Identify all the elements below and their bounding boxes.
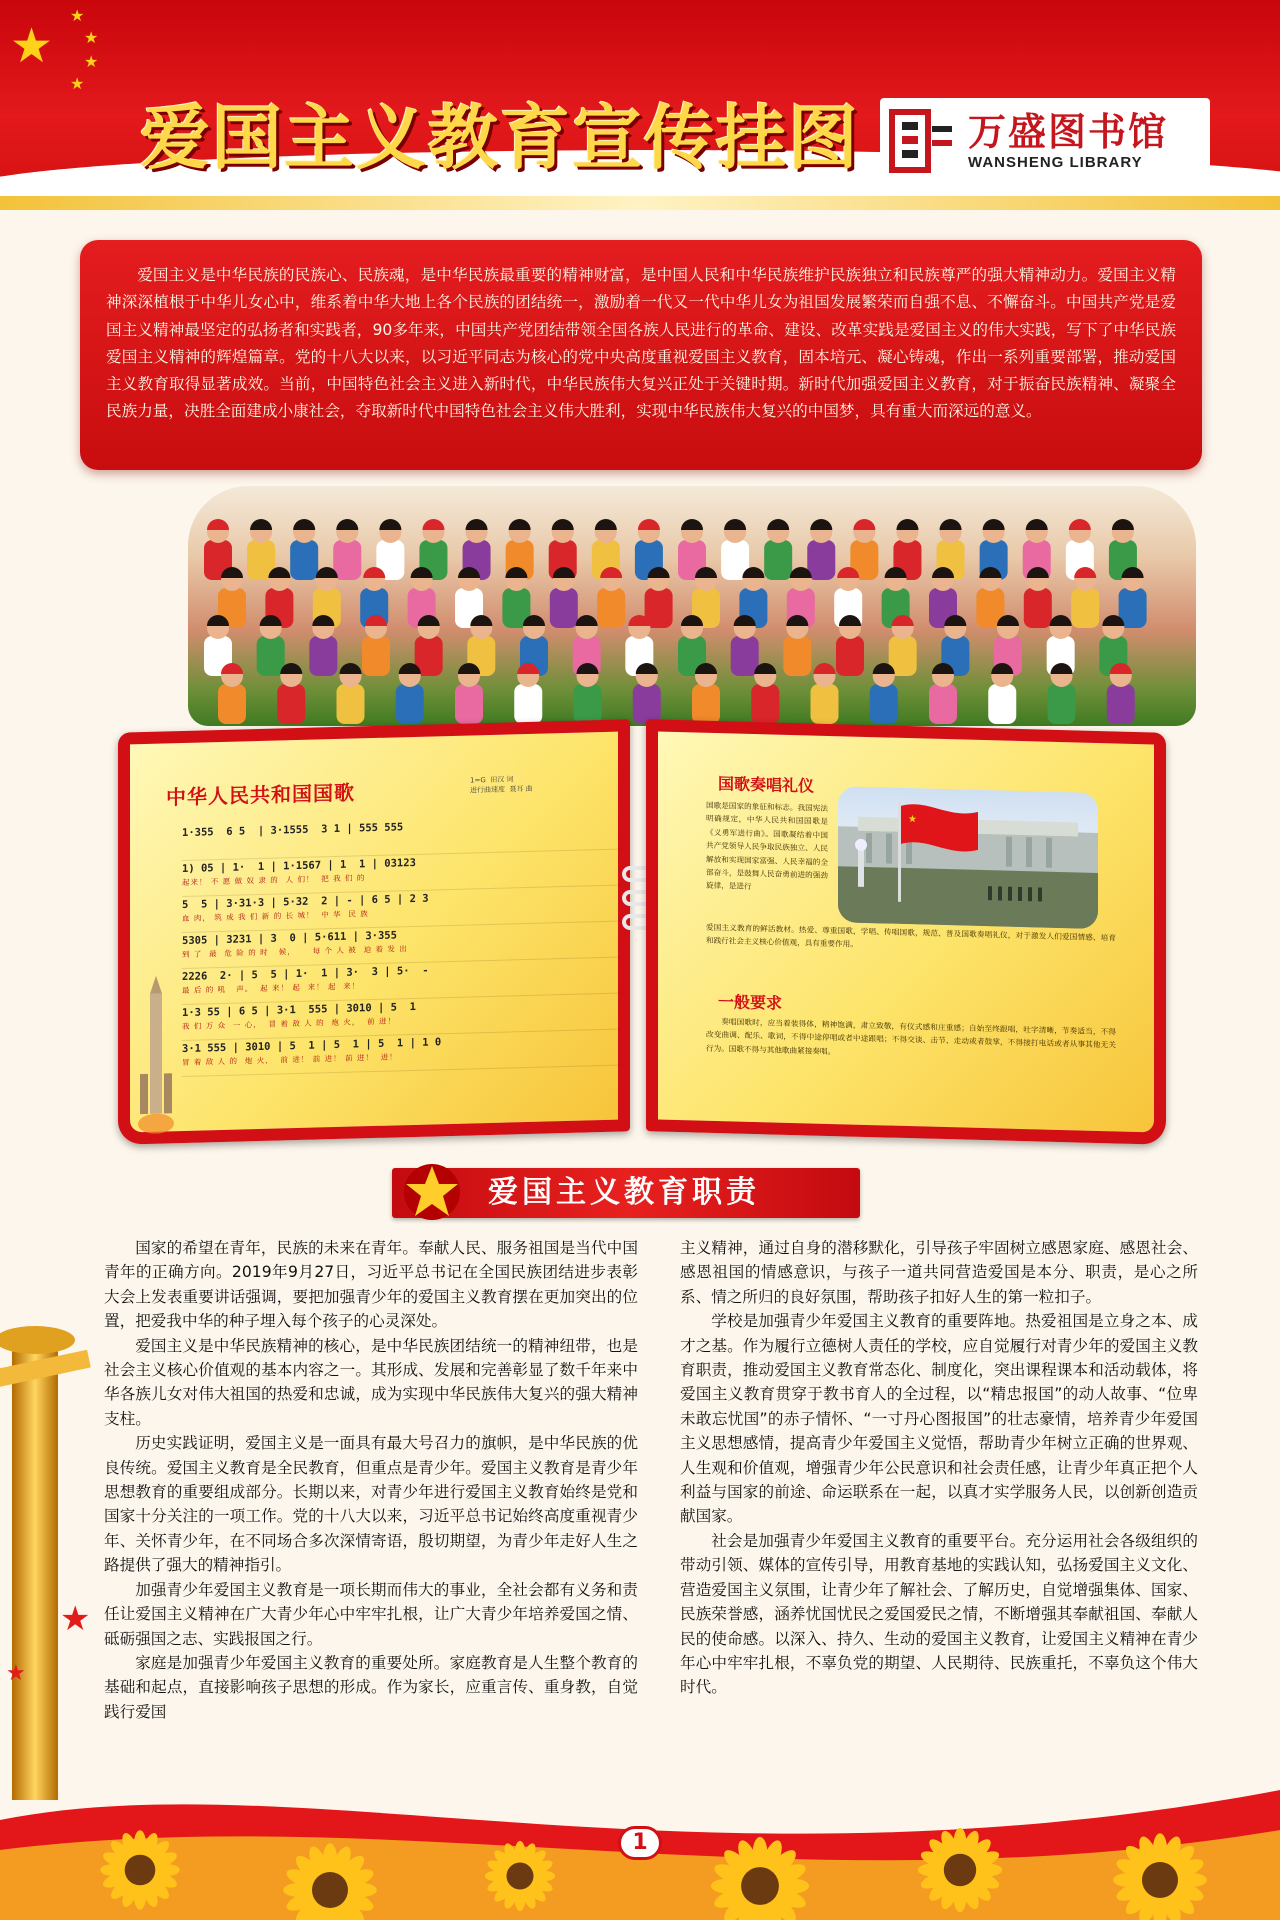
score-notes: 2226 2· | 5 5 | 1· 1 | 3· 3 | 5· -: [182, 964, 429, 984]
person-figure: [783, 636, 811, 676]
person-figure: [988, 684, 1016, 724]
person-hair: [638, 519, 660, 530]
person-figure: [633, 684, 661, 724]
person-figure: [396, 684, 424, 724]
score-notes: 5 5 | 3·31·3 | 5·32 2 | - | 6 5 | 2 3: [182, 892, 429, 912]
library-name-cn: 万盛图书馆: [968, 109, 1169, 154]
person-figure: [337, 684, 365, 724]
person-figure: [1071, 588, 1099, 628]
person-figure: [257, 636, 285, 676]
body-paragraph: 历史实践证明，爱国主义是一面具有最大号召力的旗帜，是中华民族的优良传统。爱国主义教育是全民教育，但重点是青少年。爱国主义教育是青少年思想教育的重要组成部分。长期以来，对青少年进行爱国主义教育始终是党和国家十分关注的一项工作。党的十八大以来，习近平总书记始终高度重视青少年、关怀青少年，在不同场合多次深情寄语，殷切期望，为青少年走好人生之路提供了强大的精神指引。: [104, 1434, 638, 1575]
section-title: 爱国主义教育职责: [488, 1175, 760, 1210]
person-figure: [362, 636, 390, 676]
score-notes: 5305 | 3231 | 3 0 | 5·611 | 3·355: [182, 929, 397, 948]
person-hair: [250, 519, 272, 530]
anthem-page: [118, 719, 630, 1144]
person-figure: [550, 588, 578, 628]
footer-sunflower-decoration: [0, 1700, 1280, 1920]
person-hair: [896, 519, 918, 530]
score-lyrics: 血 肉， 筑 成 我 们 新 的 长 城！ 中 华 民 族: [182, 909, 369, 924]
person-figure: [731, 636, 759, 676]
score-notes: 1) 05 | 1· 1 | 1·1567 | 1 1 | 03123: [182, 856, 416, 876]
intro-text: 爱国主义是中华民族的民族心、民族魂，是中华民族最重要的精神财富，是中国人民和中华民族维护民族独立和民族尊严的强大精神动力。爱国主义精神深深植根于中华儿女心中，维系着中华大地上各个民族的团结统一，激励着一代又一代中华儿女为祖国发展繁荣而自强不息、不懈奋斗。中国共产党是爱国主义精神最坚定的弘扬者和实践者，90多年来，中国共产党团结带领全国各族人民进行的革命、建设、改革实践是爱国主义的伟大实践，写下了中华民族爱国主义精神的辉煌篇章。党的十八大以来，以习近平同志为核心的党中央高度重视爱国主义教育，固本培元、凝心铸魂，作出一系列重要部署，推动爱国主义教育取得显著成效。当前，中国特色社会主义进入新时代，中华民族伟大复兴正处于关键时期。新时代加强爱国主义教育，对于振奋民族精神、凝聚全民族力量，决胜全面建成小康社会，夺取新时代中国特色社会主义伟大胜利，实现中华民族伟大复兴的中国梦，具有重大而深远的意义。: [106, 266, 1176, 421]
etiquette-title: 国歌奏唱礼仪: [718, 774, 815, 796]
flag-stars: [0, 0, 120, 110]
small-star-icon: ★: [70, 6, 85, 25]
person-hair: [379, 519, 401, 530]
large-star-icon: ★: [10, 18, 54, 74]
person-hair: [853, 519, 875, 530]
library-name-en: WANSHENG LIBRARY: [968, 154, 1143, 171]
body-paragraph: 爱国主义是中华民族精神的核心，是中华民族团结统一的精神纽带，也是社会主义核心价值观的基本内容之一。其形成、发展和完善彰显了数千年来中华各族儿女对伟大祖国的热爱和忠诚，成为实现中华民族伟大复兴的强大精神支柱。: [104, 1336, 638, 1428]
body-paragraph: 家庭是加强青少年爱国主义教育的重要处所。家庭教育是人生整个教育的基础和起点，直接影响孩子思想的形成。作为家长，应重言传、重身教，自觉践行爱国: [104, 1653, 638, 1721]
svg-text:★: ★: [6, 1661, 26, 1686]
etiquette-page: [646, 719, 1166, 1145]
anthem-title: 中华人民共和国国歌: [166, 780, 355, 810]
person-figure: [309, 636, 337, 676]
person-hair: [509, 519, 531, 530]
person-figure: [764, 540, 792, 580]
person-hair: [681, 519, 703, 530]
person-hair: [466, 519, 488, 530]
person-figure: [1048, 684, 1076, 724]
person-figure: [290, 540, 318, 580]
poster-title: 爱国主义教育宣传挂图: [140, 97, 860, 179]
page-number: 1: [618, 1826, 662, 1860]
score-notes: 3·1 555 | 3010 | 5 1 | 5 1 | 5 1 | 1 0: [182, 1036, 442, 1056]
person-hair: [1050, 615, 1072, 626]
score-notes: 1·3 55 | 6 5 | 3·1 555 | 3010 | 5 1: [182, 1000, 416, 1020]
person-hair: [1112, 519, 1134, 530]
person-hair: [336, 519, 358, 530]
body-column-right: [680, 1236, 1198, 1700]
score-lyrics: 最 后 的 吼 声。 起 来！ 起 来！ 起 来！: [182, 981, 361, 996]
person-hair: [724, 519, 746, 530]
person-hair: [207, 519, 229, 530]
score-lyrics: 起来！ 不 愿 做 奴 隶 的 人 们！ 把 我 们 的: [182, 873, 366, 888]
small-star-icon: ★: [84, 28, 99, 47]
person-hair: [340, 663, 362, 674]
person-hair: [1069, 519, 1091, 530]
body-column-left: [104, 1236, 638, 1724]
library-logo: [880, 98, 1210, 184]
person-figure: [333, 540, 361, 580]
small-star-icon: ★: [84, 52, 99, 71]
body-paragraph: 社会是加强青少年爱国主义教育的重要平台。充分运用社会各级组织的带动引领、媒体的宣传引导，用教育基地的实践认知，弘扬爱国主义文化、营造爱国主义氛围，让青少年了解社会、了解历史，自觉增强集体、国家、民族荣誉感，涵养忧国忧民之爱国爱民之情，不断增强其奉献祖国、奉献人民的使命感。以深入、持久、生动的爱国主义教育，让爱国主义精神在青少年心中牢牢扎根，不辜负党的期望、人民期待、民族重托，不辜负这个伟大时代。: [680, 1531, 1198, 1697]
score-lyrics: 冒 着 敌 人 的 炮 火， 前 进！ 前 进！ 前 进！ 进！: [182, 1052, 398, 1068]
person-figure: [929, 684, 957, 724]
score-lyrics: 我 们 万 众 一 心， 冒 着 敌 人 的 炮 火， 前 进！: [182, 1016, 396, 1032]
person-hair: [552, 519, 574, 530]
person-figure: [1107, 684, 1135, 724]
sunflower-icon: [100, 1830, 180, 1910]
section-heading: [392, 1168, 860, 1218]
person-figure: [807, 540, 835, 580]
tiananmen-flag-photo: [838, 786, 1098, 929]
person-figure: [218, 684, 246, 724]
person-hair: [767, 519, 789, 530]
score-lyrics: 到 了 最 危 险 的 时 候， 每 个 人 被 迫 着 发 出: [182, 944, 408, 960]
person-hair: [983, 519, 1005, 530]
person-figure: [751, 684, 779, 724]
person-hair: [595, 519, 617, 530]
person-figure: [597, 588, 625, 628]
person-figure: [836, 636, 864, 676]
library-logo-icon: [888, 106, 958, 176]
svg-text:★: ★: [60, 1599, 91, 1639]
ethnic-groups-photo: [188, 486, 1196, 726]
person-figure: [277, 684, 305, 724]
score-notes: 1·355 6 5 | 3·1555 3 1 | 555 555: [182, 821, 404, 840]
open-book-panel: [118, 726, 1166, 1154]
header-gold-band: [0, 196, 1280, 210]
person-hair: [293, 519, 315, 530]
person-figure: [1024, 588, 1052, 628]
etiquette-text: 国歌是国家的象征和标志。我国宪法明确规定，中华人民共和国国歌是《义勇军进行曲》。国歌凝结着中国共产党领导人民争取民族独立、人民解放和实现国家富强、人民幸福的全部奋斗，是鼓舞人民奋勇前进的强劲旋律，是进行: [706, 800, 828, 892]
body-paragraph: 学校是加强青少年爱国主义教育的重要阵地。热爱祖国是立身之本、成才之基。作为履行立德树人责任的学校，应自觉履行对青少年的爱国主义教育职责，推动爱国主义教育常态化、制度化，突出课程课本和活动载体，将爱国主义教育贯穿于教书育人的全过程，以“精忠报国”的动人故事、“位卑未敢忘忧国”的赤子情怀、“一寸丹心图报国”的壮志豪情，培养青少年爱国主义思想感情，提高青少年爱国主义觉悟，帮助青少年树立正确的世界观、人生观和价值观，增强青少年公民意识和社会责任感，让青少年真正把个人利益与国家的前途、命运联系在一起，以真才实学服务人民，以创新创造贡献国家。: [680, 1312, 1198, 1526]
body-paragraph: 国家的希望在青年，民族的未来在青年。奉献人民、服务祖国是当代中国青年的正确方向。2019年9月27日，习近平总书记在全国民族团结进步表彰大会上发表重要讲话强调，要把加强青少年的爱国主义教育摆在更加突出的位置，把爱我中华的种子埋入每个孩子的心灵深处。: [104, 1239, 638, 1331]
person-hair: [422, 519, 444, 530]
body-paragraph: 加强青少年爱国主义教育是一项长期而伟大的事业，全社会都有义务和责任让爱国主义精神在广大青少年心中牢牢扎根，让广大青少年培养爱国之情、砥砺强国之志、实践报国之行。: [104, 1580, 638, 1648]
small-star-icon: ★: [70, 74, 85, 93]
sunflower-icon: [485, 1841, 555, 1911]
rocket-icon: [136, 973, 176, 1134]
person-figure: [574, 684, 602, 724]
etiquette-text-continued: 爱国主义教育的鲜活教材。热爱、尊重国歌，学唱、传唱国歌，规范、普及国歌奏唱礼仪，对于激发人们爱国情感、培育和践行社会主义核心价值观，具有重要作用。: [706, 922, 1116, 950]
person-hair: [576, 615, 598, 626]
person-hair: [940, 519, 962, 530]
person-figure: [692, 684, 720, 724]
anthem-score: [182, 814, 622, 1078]
star-badge-icon: [400, 1160, 464, 1224]
person-figure: [811, 684, 839, 724]
anthem-credits: 1=G 田汉 词 进行曲速度 聂耳 曲: [470, 775, 533, 795]
intro-panel: [80, 240, 1202, 470]
person-hair: [814, 663, 836, 674]
body-paragraph: 主义精神，通过自身的潜移默化，引导孩子牢固树立感恩家庭、感恩社会、感恩祖国的情感意识，与孩子一道共同营造爱国是本分、职责，是心之所系、情之所归的良好氛围，帮助孩子扣好人生的第一粒扣子。: [680, 1239, 1198, 1306]
sunflower-icon: [918, 1828, 1002, 1912]
requirements-title: 一般要求: [718, 992, 783, 1013]
person-hair: [1026, 519, 1048, 530]
requirements-text: 奏唱国歌时，应当着装得体，精神饱满，肃立致敬，有仪式感和庄重感；自始至终跟唱，吐字清晰，节奏适当，不得改变曲调、配乐、歌词，不得中途停唱或者中途跟唱；不得交谈、击节、走动或者鼓掌，不得接打电话或者从事其他无关行为。国歌不得与其他歌曲紧接奏唱。: [706, 1017, 1116, 1056]
svg-text:★: ★: [908, 814, 917, 826]
person-figure: [455, 684, 483, 724]
person-figure: [514, 684, 542, 724]
person-figure: [870, 684, 898, 724]
person-hair: [810, 519, 832, 530]
